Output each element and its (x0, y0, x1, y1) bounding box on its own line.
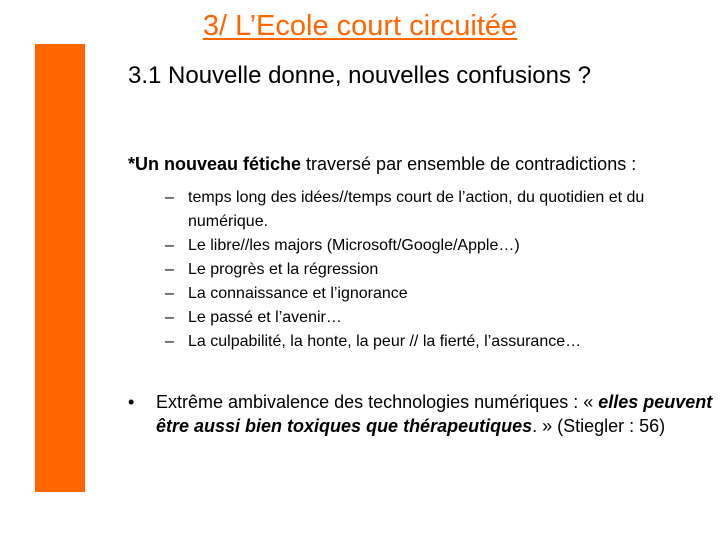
contradictions-list (165, 186, 705, 354)
dash-marker: – (165, 189, 174, 206)
list-item (165, 234, 705, 258)
list-item (165, 258, 705, 282)
list-item-text: Le passé et l’avenir… (188, 309, 342, 326)
intro-lead: *Un nouveau fétiche (128, 154, 302, 174)
slide-title (0, 10, 720, 43)
list-item (165, 282, 705, 306)
list-item-text: La culpabilité, la honte, la peur // la fierté, l’assurance… (188, 333, 582, 350)
intro-rest: traversé par ensemble de contradictions : (301, 154, 637, 174)
slide-title-text: 3/ L’Ecole court circuitée (202, 10, 518, 42)
intro-line (128, 152, 708, 176)
bullet-marker: • (128, 392, 135, 412)
bullet-text-after: . » (Stiegler : 56) (532, 416, 666, 436)
list-item (165, 306, 705, 330)
list-item-text: La connaissance et l’ignorance (188, 285, 408, 302)
ambivalence-bullet (128, 390, 720, 438)
bullet-emphasis: elles peuvent être aussi bien toxiques que thérapeutiques (156, 392, 713, 436)
dash-marker: – (165, 261, 174, 278)
list-item-text: Le libre//les majors (Microsoft/Google/Apple…) (188, 237, 520, 254)
list-item (165, 186, 705, 234)
bullet-text-before: Extrême ambivalence des technologies numériques : « (156, 392, 599, 412)
section-heading: 3.1 Nouvelle donne, nouvelles confusions ? (128, 62, 591, 89)
list-item-text: temps long des idées//temps court de l’action, du quotidien et du numérique. (188, 189, 645, 230)
list-item (165, 330, 705, 354)
dash-marker: – (165, 309, 174, 326)
dash-marker: – (165, 285, 174, 302)
dash-marker: – (165, 333, 174, 350)
dash-marker: – (165, 237, 174, 254)
list-item-text: Le progrès et la régression (188, 261, 379, 278)
orange-accent-bar (35, 44, 85, 492)
